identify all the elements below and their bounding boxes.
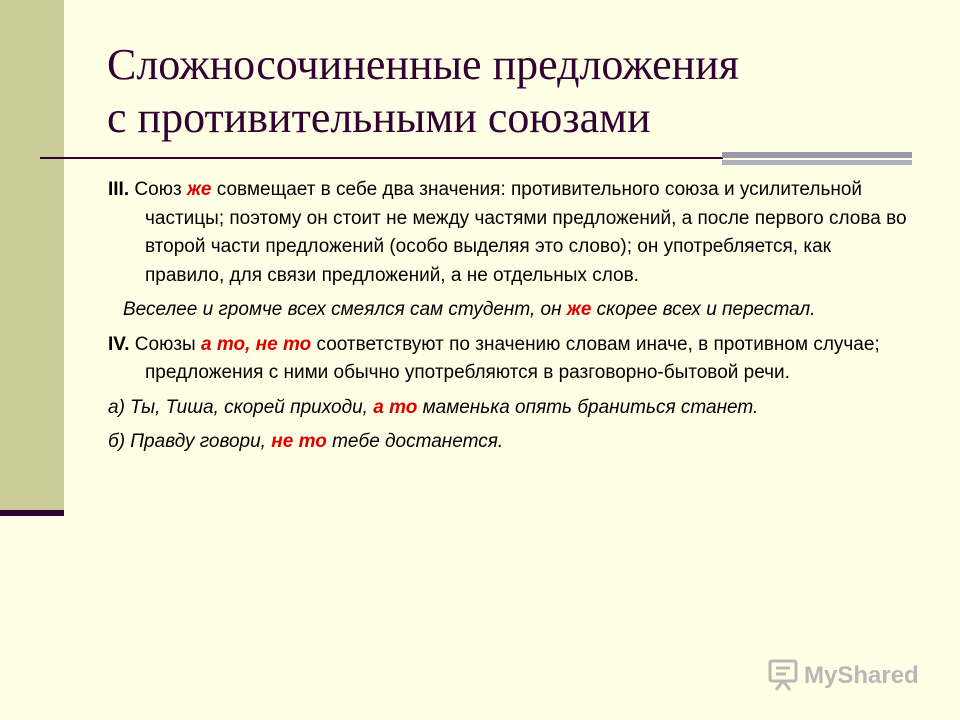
example-a-text-1: а) Ты, Тиша, скорей приходи, (108, 396, 374, 418)
logo-text: MyShared (804, 662, 919, 689)
example-1 (108, 296, 908, 325)
paragraph-iv-text-2: соответствуют по значению словам иначе, в противном случае; предложения с ними обычно употребляются в разговорно-бытовой речи. (145, 333, 880, 383)
example-b-text-1: б) Правду говори, (108, 431, 272, 452)
example-b-highlight: не то (271, 431, 327, 452)
title-line-2: с противительными союзами (107, 93, 651, 142)
example-1-text-2: скорее всех и перестал. (591, 299, 816, 320)
paragraph-iii (108, 176, 908, 290)
title-underline (40, 157, 723, 159)
paragraph-iii-text-2: совмещает в себе два значения: противительного союза и усилительной частицы; поэтому он стоит не между частями предложений, а после первого слова во второй части предложений (особо выделяя это слово); он употребляется, как правило, для связи предложений, а не отдельных слов. (145, 179, 907, 286)
example-a (108, 394, 908, 423)
example-b-text-2: тебе достанется. (326, 431, 504, 452)
example-a-text-2: маменька опять браниться станет. (417, 396, 759, 418)
example-b (108, 428, 908, 457)
paragraph-iv-highlight: а то, не то (200, 333, 312, 355)
paragraph-iii-number: III. (108, 179, 130, 200)
slide-body (108, 176, 908, 463)
slide-title (107, 38, 739, 144)
paragraph-iii-text-1: Союз (129, 179, 187, 200)
presentation-board-icon (770, 661, 796, 690)
myshared-logo (766, 656, 926, 692)
left-decor-bar (0, 0, 64, 513)
paragraph-iv-text-1: Союзы (129, 333, 201, 355)
example-1-text-1: Веселее и громче всех смеялся сам студент, он (123, 299, 567, 320)
title-underline-accent (722, 152, 912, 158)
title-line-1: Сложносочиненные предложения (107, 40, 740, 89)
paragraph-iv (108, 331, 908, 388)
paragraph-iv-number: IV. (108, 333, 130, 355)
example-1-highlight: же (566, 299, 592, 320)
paragraph-iii-highlight: же (186, 179, 212, 200)
example-a-highlight: а то (373, 396, 418, 418)
title-underline-accent-2 (722, 160, 912, 165)
left-decor-line (0, 510, 64, 516)
